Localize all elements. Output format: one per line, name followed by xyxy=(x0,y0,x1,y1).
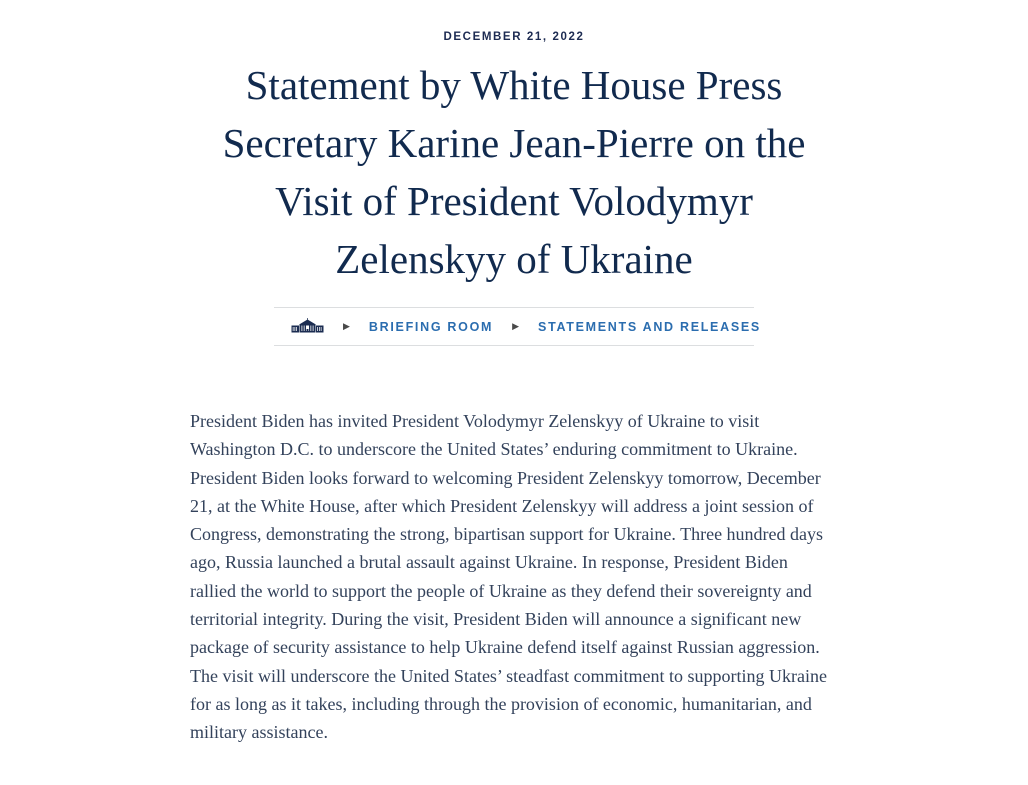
page-title xyxy=(109,56,919,288)
white-house-icon xyxy=(291,318,324,335)
article-body: President Biden has invited President Volodymyr Zelenskyy of Ukraine to visit Washington D.C. to underscore the United States’ enduring commitment to Ukraine. President Biden looks forward to welcoming President Zelenskyy tomorrow, December 21, at the White House, after which President Zelenskyy will address a joint session of Congress, demonstrating the strong, bipartisan support for Ukraine. Three hundred days ago, Russia launched a brutal assault against Ukraine. In response, President Biden rallied the world to support the people of Ukraine as they defend their sovereignty and territorial integrity. During the visit, President Biden will announce a significant new package of security assistance to help Ukraine defend itself against Russian aggression. The visit will underscore the United States’ steadfast commitment to supporting Ukraine for as long as it takes, including through the provision of economic, humanitarian, and military assistance. xyxy=(190,411,828,743)
page-title-line: Secretary Karine Jean-Pierre on the xyxy=(222,120,806,166)
breadcrumb-link-briefing-room[interactable]: BRIEFING ROOM xyxy=(368,319,494,334)
page-title-line: Zelenskyy of Ukraine xyxy=(335,236,693,282)
page-title-line: Visit of President Volodymyr xyxy=(275,178,753,224)
chevron-right-icon: ▶ xyxy=(343,321,350,331)
breadcrumb-link-statements-and-releases[interactable]: STATEMENTS AND RELEASES xyxy=(538,319,761,334)
article-date: DECEMBER 21, 2022 xyxy=(443,31,585,43)
page-title-line: Statement by White House Press xyxy=(245,62,783,108)
white-house-home-link[interactable] xyxy=(291,318,324,335)
chevron-right-icon: ▶ xyxy=(512,321,520,331)
breadcrumb xyxy=(274,307,761,346)
